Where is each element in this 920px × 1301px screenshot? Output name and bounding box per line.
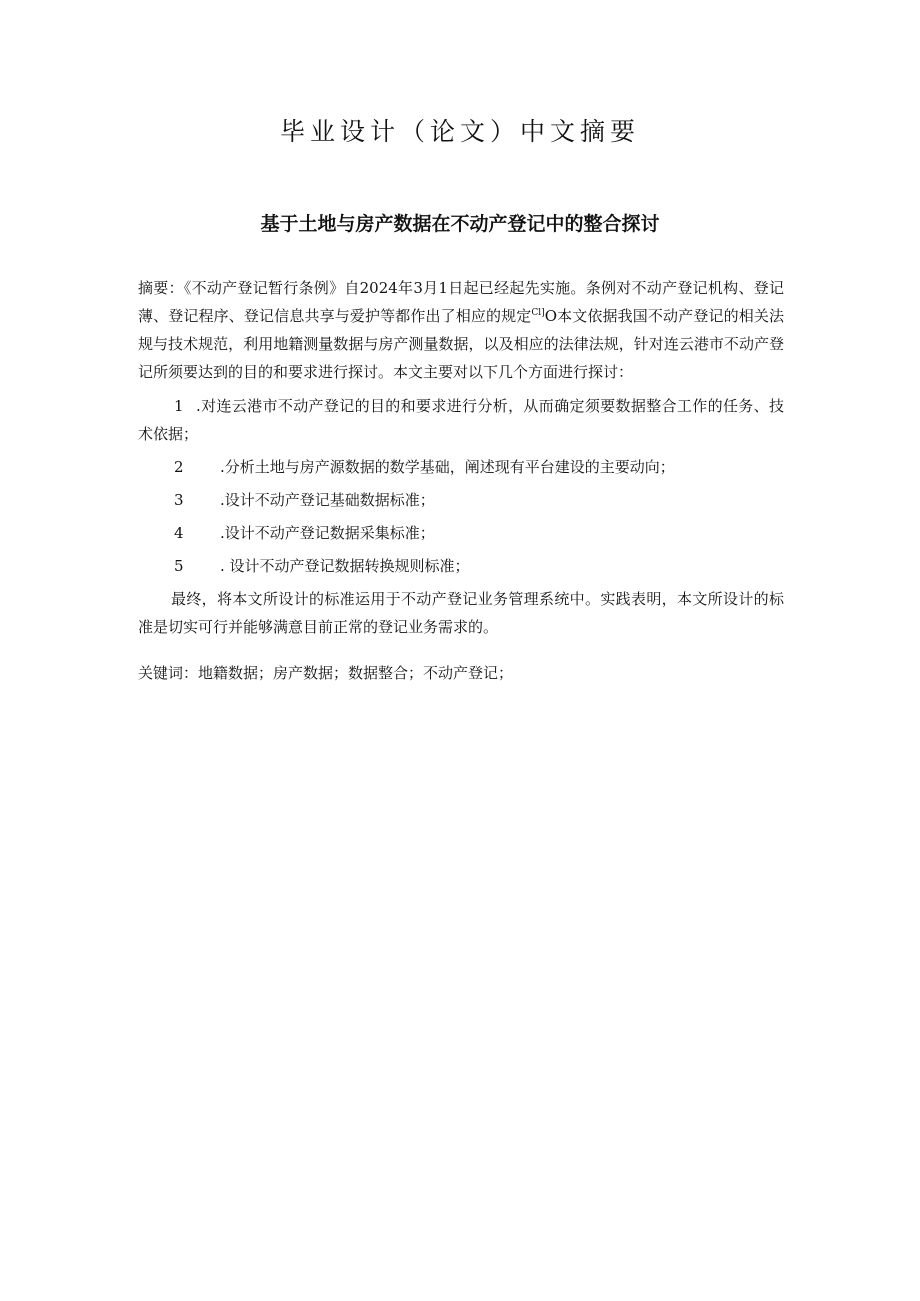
list-item-number: 3 <box>174 491 184 509</box>
list-item <box>138 453 784 481</box>
list-item-number: 4 <box>174 524 184 542</box>
abstract-body <box>138 274 784 687</box>
list-item-text: .设计不动产登记基础数据标准； <box>220 491 435 509</box>
conclusion-paragraph: 最终，将本文所设计的标准运用于不动产登记业务管理系统中。实践表明，本文所设计的标准是切实可行并能够满意目前正常的登记业务需求的。 <box>138 590 784 636</box>
list-item-number: 5 <box>174 557 184 575</box>
list-item-text: .对连云港市不动产登记的目的和要求进行分析，从而确定须要数据整合工作的任务、技术依据； <box>138 397 784 443</box>
list-item-text: .分析土地与房产源数据的数学基础，阐述现有平台建设的主要动向； <box>220 458 675 476</box>
citation-ref: Cl] <box>531 308 545 318</box>
list-item <box>138 392 784 448</box>
keywords-label: 关键词： <box>138 664 199 682</box>
list-item <box>138 519 784 547</box>
list-item-text: .设计不动产登记数据采集标准； <box>220 524 435 542</box>
abstract-label: 摘要： <box>138 279 184 297</box>
list-item-number: 2 <box>174 458 184 476</box>
list-item-text: . 设计不动产登记数据转换规则标准； <box>220 557 470 575</box>
abstract-text-part-a: 《不动产登记暂行条例》自2024年3月1日起已经起先实施。条例对不动产登记机构、登记薄、登记程序、登记信息共享与爱护等都作出了相应的规定 <box>138 279 784 325</box>
list-item <box>138 486 784 514</box>
list-item-number: 1 <box>174 397 184 415</box>
page-title: 毕业设计（论文）中文摘要 <box>279 117 640 146</box>
keywords-line <box>138 659 784 687</box>
list-item <box>138 552 784 580</box>
abstract-text-part-b: O本文依据我国不动产登记的相关法规与技术规范，利用地籍测量数据与房产测量数据，以及相应的法律法规，针对连云港市不动产登记所须要达到的目的和要求进行探讨。本文主要对以下几个方面进行探讨： <box>138 307 784 381</box>
thesis-title: 基于土地与房产数据在不动产登记中的整合探讨 <box>260 213 660 235</box>
abstract-paragraph <box>138 274 784 386</box>
keywords-text: 地籍数据；房产数据；数据整合；不动产登记； <box>198 664 514 682</box>
